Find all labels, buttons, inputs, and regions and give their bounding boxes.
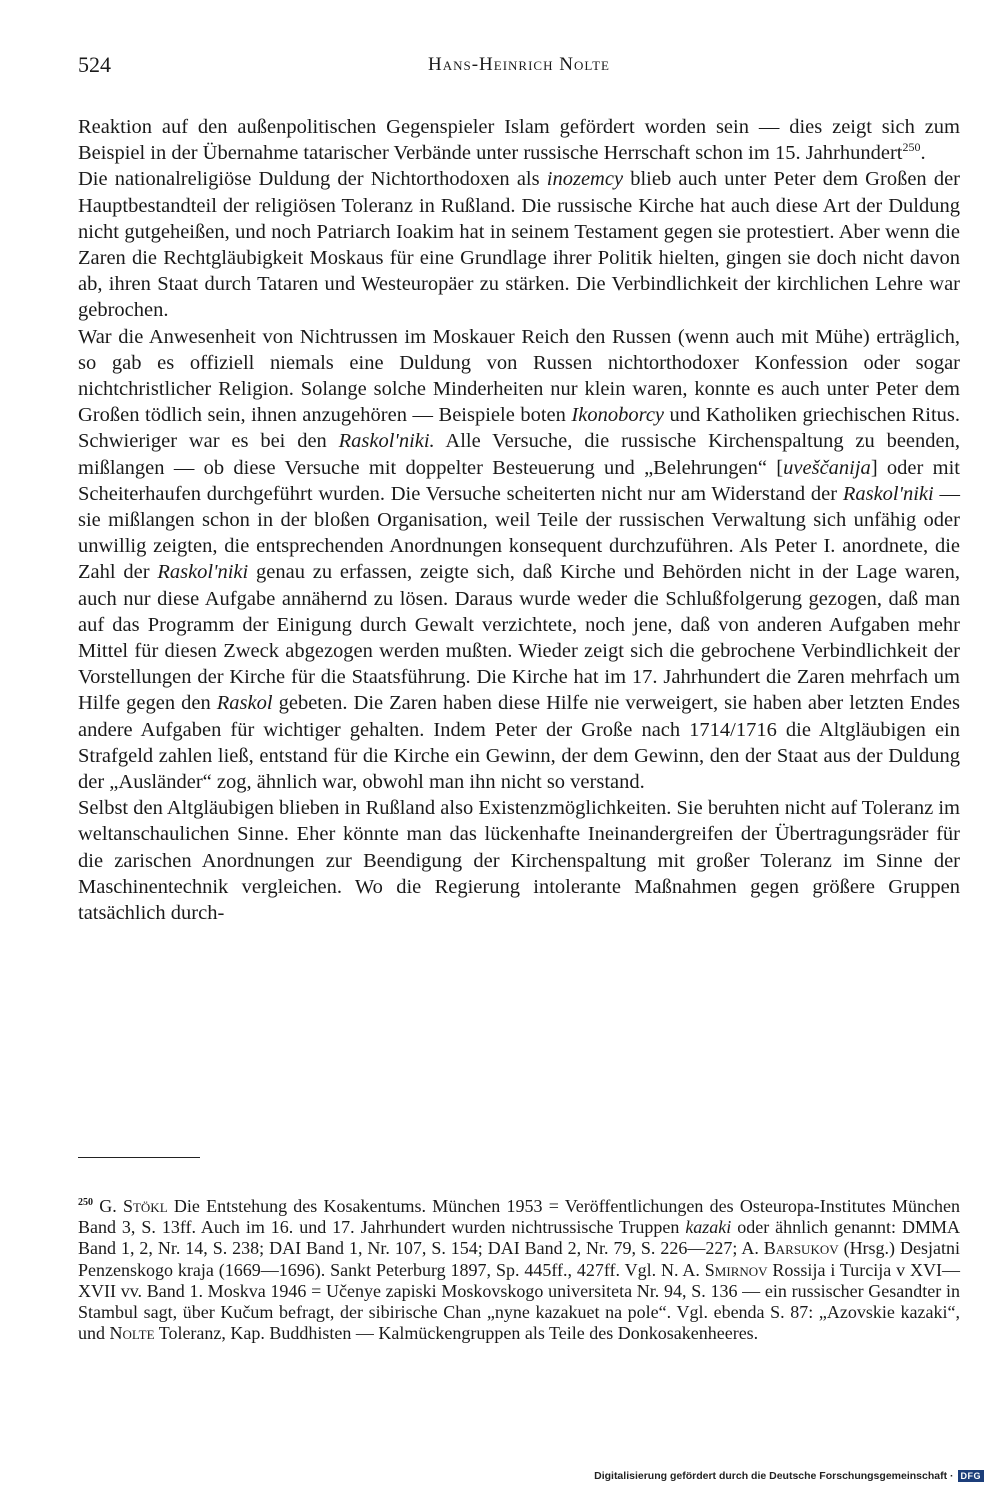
page-number: 524 bbox=[78, 52, 111, 77]
page-header bbox=[78, 52, 960, 82]
body-text bbox=[78, 114, 960, 926]
italic-term: inozemcy bbox=[546, 168, 624, 191]
text-run: (Hrsg.) Desjatni Penzenskogo kraja (1669—1696). Sankt Peterburg 1897, Sp. 445ff., 427ff. Vgl. N. A. bbox=[78, 1238, 960, 1280]
author-name: Smirnov bbox=[704, 1259, 768, 1280]
author-name: Nolte bbox=[109, 1323, 155, 1344]
italic-term: Raskol'niki bbox=[842, 482, 934, 505]
footnote-reference: 250 bbox=[902, 140, 921, 155]
text-run: Alle Versuche, die russische Kirchenspaltung zu beenden, mißlangen — ob diese Versuche mit doppelter Besteuerung und „Belehrungen“ [ bbox=[78, 430, 960, 479]
footnote-separator bbox=[78, 1157, 200, 1158]
text-run: Rossija i Turcija v XVI—XVII vv. Band 1. Moskva 1946 = Učenye zapiski Moskovskogo universiteta Nr. 94, S. 136 — ein russischer Gesandter in Stambul sagt, über Kučum befragt, der sibirische Chan „nyne kazakuet na pole“. Vgl. ebenda S. 87: „Azovskie kazaki“, und bbox=[78, 1259, 960, 1344]
text-run: — sie mißlangen schon in der bloßen Organisation, weil Teile der russischen Verwaltung sich unfähig oder unwillig zeigten, die entsprechenden Anordnungen konsequent durchzuführen. Als Peter I. anordnete, die Zahl der bbox=[78, 482, 960, 584]
author-name: Stökl bbox=[122, 1196, 168, 1216]
text-run: Reaktion auf den außenpolitischen Gegenspieler Islam gefördert worden sein — dies zeigt sich zum Beispiel in der Übernahme tatarischer Verbände unter russische Herrschaft schon im 15. Jahrhundert bbox=[78, 116, 960, 165]
text-run: oder ähnlich genannt: DMMA Band 1, 2, Nr. 14, S. 238; DAI Band 1, Nr. 107, S. 154; DAI Band 2, Nr. 79, S. 226—227; A. bbox=[78, 1217, 960, 1259]
text-run: G. bbox=[93, 1196, 123, 1216]
text-run: War die Anwesenheit von Nichtrussen im Moskauer Reich den Russen (wenn auch mit Mühe) erträglich, so gab es offiziell niemals eine Duldung von Russen nichtorthodoxer Konfession oder sogar nichtchristlicher Religion. Solange solche Minderheiten nur klein waren, konnte es auch unter Peter dem Großen tödlich sein, ihnen anzugehören — Beispiele boten bbox=[78, 325, 960, 427]
author-name: Barsukov bbox=[763, 1238, 839, 1259]
text-run: ] oder mit Scheiterhaufen durchgeführt wurden. Die Versuche scheiterten nicht nur am Widerstand der bbox=[78, 456, 960, 505]
footnote-250 bbox=[78, 1196, 960, 1344]
italic-term: Raskol bbox=[216, 692, 273, 715]
italic-term: uveščanija bbox=[783, 456, 871, 479]
text-run: und Katholiken griechischen Ritus. Schwieriger war es bei den bbox=[78, 404, 960, 453]
footnote-mark: 250 bbox=[78, 1197, 93, 1208]
paragraph-2 bbox=[78, 166, 960, 323]
italic-term: Raskol'niki bbox=[157, 561, 249, 584]
banner-text: Digitalisierung gefördert durch die Deutsche Forschungsgemeinschaft · bbox=[594, 1470, 954, 1482]
italic-term: Ikonoborcy bbox=[571, 404, 665, 427]
text-run: Selbst den Altgläubigen blieben in Rußland also Existenzmöglichkeiten. Sie beruhten nicht auf Toleranz im weltanschaulichen Sinne. Eher könnte man das lückenhafte Ineinandergreifen der Übertragungsräder für die zarischen Anordnungen zur Beendigung der Kirchenspaltung mit großer Toleranz im Sinne der Maschinentechnik vergleichen. Wo die Regierung intolerante Maßnahmen gegen größere Gruppen tatsächlich durch- bbox=[78, 797, 960, 925]
paragraph-4 bbox=[78, 795, 960, 926]
dfg-logo: DFG bbox=[958, 1470, 985, 1482]
paragraph-3 bbox=[78, 324, 960, 796]
text-run: . bbox=[920, 142, 926, 165]
text-run: Die Entstehung des Kosakentums. München 1953 = Veröffentlichungen des Osteuropa-Institutes München Band 3, S. 13ff. Auch im 16. und 17. Jahrhundert wurden nichtrussische Truppen bbox=[78, 1196, 961, 1238]
digitization-banner bbox=[594, 1468, 984, 1484]
italic-term: Raskol'niki. bbox=[338, 430, 435, 453]
text-run: blieb auch unter Peter dem Großen der Hauptbestandteil der religiösen Toleranz in Rußland. Die russische Kirche hat auch diese Art der Duldung nicht gutgeheißen, und noch Patriarch Ioakim hat in seinem Testament gegen sie protestiert. Aber wenn die Zaren die Rechtgläubigkeit Moskaus für eine Grundlage ihrer Politik hielten, gingen sie doch nicht davon ab, ihren Staat durch Tataren und Westeuropäer zu stärken. Die Verbindlichkeit der kirchlichen Lehre war gebrochen. bbox=[78, 168, 960, 322]
text-run: gebeten. Die Zaren haben diese Hilfe nie verweigert, sie haben aber letzten Endes andere Aufgaben für wichtiger gehalten. Indem Peter der Große nach 1714/1716 die Altgläubigen ein Strafgeld zahlen ließ, entstand für die Kirche ein Gewinn, der dem Gewinn, den der Staat aus der Duldung der „Ausländer“ zog, ähnlich war, obwohl man ihn nicht so verstand. bbox=[78, 692, 961, 794]
text-run: Die nationalreligiöse Duldung der Nichtorthodoxen als bbox=[78, 168, 547, 191]
italic-term: kazaki bbox=[685, 1217, 732, 1238]
paragraph-1 bbox=[78, 114, 960, 166]
running-head: Hans-Heinrich Nolte bbox=[428, 54, 610, 75]
text-run: genau zu erfassen, zeigte sich, daß Kirche und Behörden nicht in der Lage waren, auch nur diese Aufgabe annähernd zu lösen. Daraus wurde weder die Schlußfolgerung gezogen, daß man auf das Programm der Einigung durch Gewalt verzichtete, noch jene, daß von anderen Aufgaben mehr Mittel für diesen Zweck abgezogen werden mußten. Wieder zeigt sich die gebrochene Verbindlichkeit der Vorstellungen der Kirche für die Staatsführung. Die Kirche hat im 17. Jahrhundert die Zaren mehrfach um Hilfe gegen den bbox=[78, 561, 960, 715]
text-run: Toleranz, Kap. Buddhisten — Kalmückengruppen als Teile des Donkosakenheeres. bbox=[154, 1323, 759, 1344]
